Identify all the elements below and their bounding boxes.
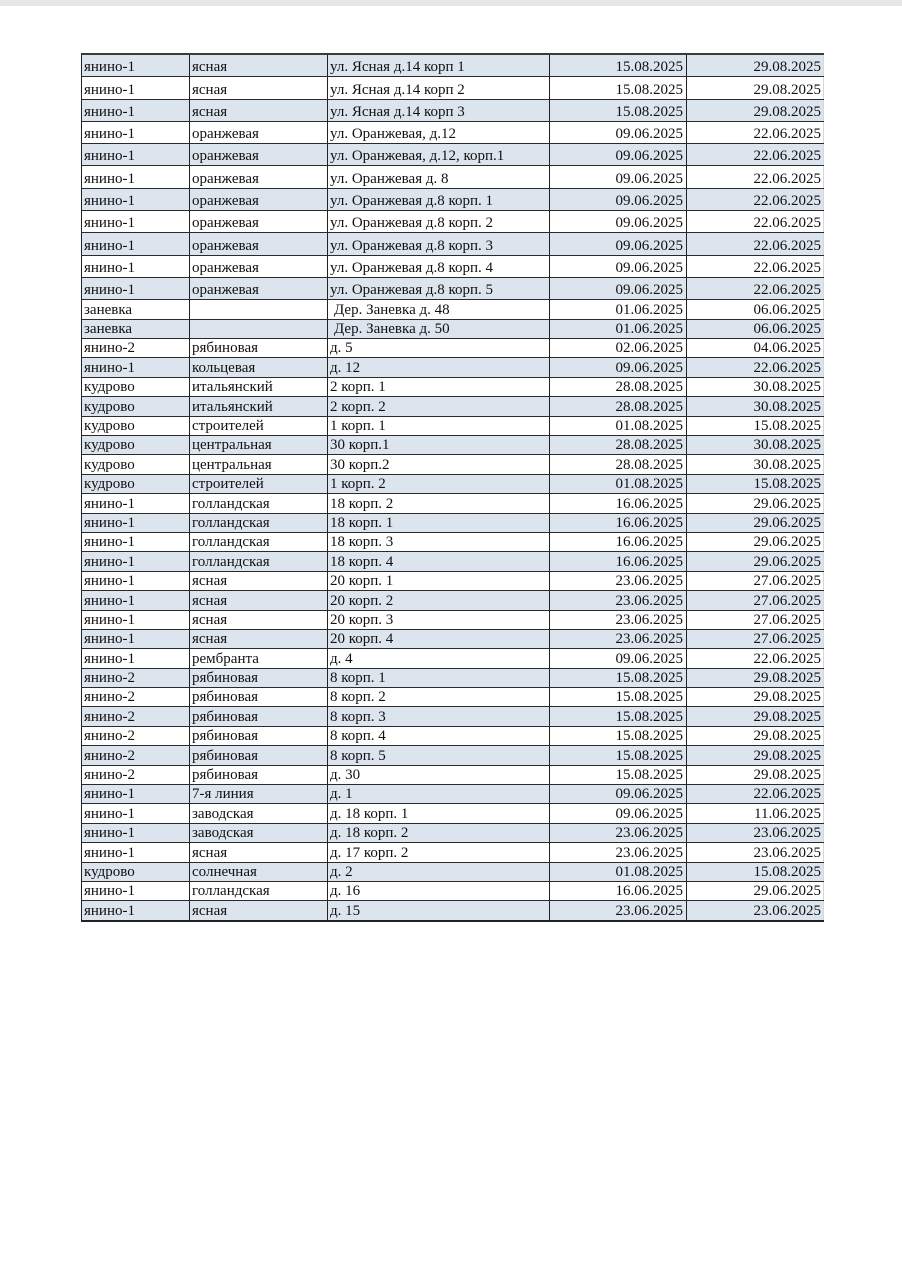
street-cell: заводская: [190, 804, 328, 823]
address-cell: 18 корп. 1: [328, 513, 550, 532]
end-date-cell: 22.06.2025: [687, 121, 824, 143]
street-cell: заводская: [190, 823, 328, 842]
address-cell: ул. Ясная д.14 корп 3: [328, 99, 550, 121]
address-cell: д. 12: [328, 358, 550, 377]
table-row: [82, 494, 824, 513]
address-cell: ул. Оранжевая, д.12: [328, 121, 550, 143]
start-date-cell: 01.08.2025: [550, 416, 687, 435]
end-date-cell: 29.08.2025: [687, 707, 824, 726]
address-cell: д. 4: [328, 649, 550, 668]
table-row: [82, 726, 824, 745]
table-row: [82, 901, 824, 921]
table-body: [82, 54, 824, 921]
start-date-cell: 09.06.2025: [550, 188, 687, 210]
start-date-cell: 09.06.2025: [550, 358, 687, 377]
table-row: [82, 166, 824, 188]
start-date-cell: 16.06.2025: [550, 532, 687, 551]
end-date-cell: 15.08.2025: [687, 416, 824, 435]
start-date-cell: 15.08.2025: [550, 707, 687, 726]
start-date-cell: 16.06.2025: [550, 513, 687, 532]
street-cell: ясная: [190, 610, 328, 629]
locality-cell: янино-1: [82, 144, 190, 166]
locality-cell: янино-2: [82, 746, 190, 765]
table-row: [82, 54, 824, 77]
end-date-cell: 29.08.2025: [687, 726, 824, 745]
end-date-cell: 22.06.2025: [687, 233, 824, 255]
start-date-cell: 09.06.2025: [550, 804, 687, 823]
end-date-cell: 23.06.2025: [687, 901, 824, 921]
locality-cell: янино-1: [82, 804, 190, 823]
locality-cell: янино-1: [82, 881, 190, 900]
street-cell: строителей: [190, 416, 328, 435]
table-row: [82, 707, 824, 726]
street-cell: оранжевая: [190, 121, 328, 143]
locality-cell: кудрово: [82, 862, 190, 881]
address-cell: д. 5: [328, 339, 550, 358]
address-cell: ул. Оранжевая д.8 корп. 3: [328, 233, 550, 255]
end-date-cell: 22.06.2025: [687, 166, 824, 188]
street-cell: оранжевая: [190, 144, 328, 166]
locality-cell: янино-2: [82, 339, 190, 358]
locality-cell: заневка: [82, 300, 190, 319]
locality-cell: янино-1: [82, 532, 190, 551]
start-date-cell: 09.06.2025: [550, 277, 687, 299]
address-cell: 30 корп.1: [328, 436, 550, 455]
start-date-cell: 15.08.2025: [550, 688, 687, 707]
address-cell: 1 корп. 1: [328, 416, 550, 435]
locality-cell: янино-1: [82, 513, 190, 532]
end-date-cell: 29.06.2025: [687, 513, 824, 532]
address-cell: 8 корп. 2: [328, 688, 550, 707]
address-cell: д. 18 корп. 2: [328, 823, 550, 842]
start-date-cell: 28.08.2025: [550, 377, 687, 396]
address-cell: д. 2: [328, 862, 550, 881]
street-cell: строителей: [190, 474, 328, 493]
address-cell: 30 корп.2: [328, 455, 550, 474]
locality-cell: кудрово: [82, 377, 190, 396]
table-row: [82, 765, 824, 784]
locality-cell: янино-1: [82, 121, 190, 143]
street-cell: голландская: [190, 552, 328, 571]
address-cell: д. 30: [328, 765, 550, 784]
street-cell: итальянский: [190, 377, 328, 396]
end-date-cell: 22.06.2025: [687, 649, 824, 668]
table-row: [82, 397, 824, 416]
start-date-cell: 09.06.2025: [550, 255, 687, 277]
end-date-cell: 29.06.2025: [687, 494, 824, 513]
locality-cell: кудрово: [82, 474, 190, 493]
locality-cell: янино-1: [82, 843, 190, 862]
street-cell: оранжевая: [190, 255, 328, 277]
street-cell: кольцевая: [190, 358, 328, 377]
start-date-cell: 15.08.2025: [550, 99, 687, 121]
start-date-cell: 09.06.2025: [550, 144, 687, 166]
table-row: [82, 358, 824, 377]
end-date-cell: 06.06.2025: [687, 300, 824, 319]
street-cell: голландская: [190, 532, 328, 551]
table-row: [82, 277, 824, 299]
street-cell: рябиновая: [190, 339, 328, 358]
locality-cell: янино-2: [82, 765, 190, 784]
end-date-cell: 30.08.2025: [687, 436, 824, 455]
end-date-cell: 30.08.2025: [687, 397, 824, 416]
table-row: [82, 144, 824, 166]
locality-cell: янино-1: [82, 77, 190, 99]
street-cell: рембранта: [190, 649, 328, 668]
address-cell: 8 корп. 3: [328, 707, 550, 726]
street-cell: [190, 300, 328, 319]
address-cell: ул. Оранжевая д.8 корп. 1: [328, 188, 550, 210]
table-row: [82, 843, 824, 862]
start-date-cell: 15.08.2025: [550, 54, 687, 77]
locality-cell: янино-2: [82, 726, 190, 745]
start-date-cell: 09.06.2025: [550, 649, 687, 668]
address-cell: д. 18 корп. 1: [328, 804, 550, 823]
locality-cell: янино-2: [82, 688, 190, 707]
address-cell: 20 корп. 3: [328, 610, 550, 629]
table-row: [82, 629, 824, 648]
address-cell: ул. Ясная д.14 корп 1: [328, 54, 550, 77]
street-cell: рябиновая: [190, 688, 328, 707]
start-date-cell: 02.06.2025: [550, 339, 687, 358]
locality-cell: янино-1: [82, 552, 190, 571]
start-date-cell: 28.08.2025: [550, 455, 687, 474]
street-cell: итальянский: [190, 397, 328, 416]
street-cell: ясная: [190, 99, 328, 121]
table-row: [82, 233, 824, 255]
table-row: [82, 688, 824, 707]
start-date-cell: 16.06.2025: [550, 552, 687, 571]
street-cell: голландская: [190, 494, 328, 513]
end-date-cell: 06.06.2025: [687, 319, 824, 338]
locality-cell: янино-1: [82, 823, 190, 842]
end-date-cell: 22.06.2025: [687, 188, 824, 210]
locality-cell: кудрово: [82, 416, 190, 435]
end-date-cell: 27.06.2025: [687, 571, 824, 590]
address-cell: 8 корп. 5: [328, 746, 550, 765]
end-date-cell: 15.08.2025: [687, 862, 824, 881]
table-row: [82, 99, 824, 121]
locality-cell: янино-1: [82, 358, 190, 377]
street-cell: рябиновая: [190, 707, 328, 726]
table-row: [82, 255, 824, 277]
start-date-cell: 15.08.2025: [550, 726, 687, 745]
table-row: [82, 188, 824, 210]
start-date-cell: 01.06.2025: [550, 319, 687, 338]
start-date-cell: 23.06.2025: [550, 823, 687, 842]
address-cell: 20 корп. 2: [328, 591, 550, 610]
start-date-cell: 23.06.2025: [550, 843, 687, 862]
start-date-cell: 09.06.2025: [550, 233, 687, 255]
locality-cell: янино-1: [82, 188, 190, 210]
street-cell: оранжевая: [190, 233, 328, 255]
locality-cell: янино-1: [82, 99, 190, 121]
end-date-cell: 27.06.2025: [687, 591, 824, 610]
end-date-cell: 22.06.2025: [687, 277, 824, 299]
address-cell: 20 корп. 4: [328, 629, 550, 648]
street-cell: ясная: [190, 54, 328, 77]
locality-cell: янино-1: [82, 277, 190, 299]
end-date-cell: 15.08.2025: [687, 474, 824, 493]
start-date-cell: 23.06.2025: [550, 629, 687, 648]
start-date-cell: 16.06.2025: [550, 881, 687, 900]
end-date-cell: 11.06.2025: [687, 804, 824, 823]
table-row: [82, 785, 824, 804]
start-date-cell: 01.08.2025: [550, 862, 687, 881]
street-cell: ясная: [190, 571, 328, 590]
locality-cell: янино-1: [82, 54, 190, 77]
address-cell: д. 1: [328, 785, 550, 804]
locality-cell: янино-1: [82, 571, 190, 590]
street-cell: оранжевая: [190, 277, 328, 299]
locality-cell: кудрово: [82, 397, 190, 416]
address-cell: 1 корп. 2: [328, 474, 550, 493]
locality-cell: янино-1: [82, 166, 190, 188]
street-cell: оранжевая: [190, 211, 328, 233]
street-cell: ясная: [190, 591, 328, 610]
locality-cell: янино-1: [82, 649, 190, 668]
end-date-cell: 29.06.2025: [687, 532, 824, 551]
table-row: [82, 436, 824, 455]
end-date-cell: 22.06.2025: [687, 211, 824, 233]
street-cell: ясная: [190, 629, 328, 648]
street-cell: ясная: [190, 77, 328, 99]
end-date-cell: 30.08.2025: [687, 377, 824, 396]
start-date-cell: 15.08.2025: [550, 765, 687, 784]
table-row: [82, 121, 824, 143]
locality-cell: кудрово: [82, 436, 190, 455]
address-cell: д. 15: [328, 901, 550, 921]
table-row: [82, 746, 824, 765]
table-row: [82, 474, 824, 493]
table-row: [82, 668, 824, 687]
end-date-cell: 29.06.2025: [687, 881, 824, 900]
start-date-cell: 01.06.2025: [550, 300, 687, 319]
address-cell: Дер. Заневка д. 48: [328, 300, 550, 319]
street-cell: рябиновая: [190, 668, 328, 687]
street-cell: центральная: [190, 436, 328, 455]
locality-cell: янино-1: [82, 233, 190, 255]
address-cell: ул. Оранжевая д.8 корп. 4: [328, 255, 550, 277]
start-date-cell: 23.06.2025: [550, 901, 687, 921]
address-cell: 20 корп. 1: [328, 571, 550, 590]
street-cell: рябиновая: [190, 746, 328, 765]
end-date-cell: 29.08.2025: [687, 688, 824, 707]
table-row: [82, 552, 824, 571]
address-cell: ул. Ясная д.14 корп 2: [328, 77, 550, 99]
end-date-cell: 29.08.2025: [687, 99, 824, 121]
table-row: [82, 881, 824, 900]
address-cell: 2 корп. 2: [328, 397, 550, 416]
table-row: [82, 804, 824, 823]
street-cell: центральная: [190, 455, 328, 474]
table-row: [82, 300, 824, 319]
locality-cell: кудрово: [82, 455, 190, 474]
end-date-cell: 29.08.2025: [687, 746, 824, 765]
table-row: [82, 319, 824, 338]
end-date-cell: 29.06.2025: [687, 552, 824, 571]
end-date-cell: 22.06.2025: [687, 144, 824, 166]
address-cell: 18 корп. 4: [328, 552, 550, 571]
start-date-cell: 28.08.2025: [550, 436, 687, 455]
locality-cell: янино-2: [82, 707, 190, 726]
start-date-cell: 23.06.2025: [550, 571, 687, 590]
address-cell: ул. Оранжевая д.8 корп. 5: [328, 277, 550, 299]
table-row: [82, 591, 824, 610]
start-date-cell: 09.06.2025: [550, 121, 687, 143]
table-row: [82, 513, 824, 532]
address-cell: д. 17 корп. 2: [328, 843, 550, 862]
locality-cell: янино-2: [82, 668, 190, 687]
address-cell: 2 корп. 1: [328, 377, 550, 396]
end-date-cell: 22.06.2025: [687, 358, 824, 377]
street-cell: 7-я линия: [190, 785, 328, 804]
address-cell: ул. Оранжевая, д.12, корп.1: [328, 144, 550, 166]
start-date-cell: 09.06.2025: [550, 211, 687, 233]
table-row: [82, 862, 824, 881]
locality-cell: янино-1: [82, 494, 190, 513]
start-date-cell: 16.06.2025: [550, 494, 687, 513]
start-date-cell: 01.08.2025: [550, 474, 687, 493]
street-cell: рябиновая: [190, 726, 328, 745]
start-date-cell: 15.08.2025: [550, 746, 687, 765]
locality-cell: янино-1: [82, 629, 190, 648]
table-row: [82, 377, 824, 396]
top-edge-strip: [0, 0, 902, 6]
street-cell: оранжевая: [190, 188, 328, 210]
end-date-cell: 27.06.2025: [687, 610, 824, 629]
table-row: [82, 339, 824, 358]
start-date-cell: 15.08.2025: [550, 77, 687, 99]
address-cell: д. 16: [328, 881, 550, 900]
locality-cell: янино-1: [82, 255, 190, 277]
locality-cell: янино-1: [82, 610, 190, 629]
locality-cell: янино-1: [82, 785, 190, 804]
start-date-cell: 23.06.2025: [550, 610, 687, 629]
table-row: [82, 610, 824, 629]
street-cell: [190, 319, 328, 338]
table-row: [82, 211, 824, 233]
schedule-table: [81, 53, 824, 922]
street-cell: ясная: [190, 843, 328, 862]
address-cell: Дер. Заневка д. 50: [328, 319, 550, 338]
street-cell: солнечная: [190, 862, 328, 881]
street-cell: оранжевая: [190, 166, 328, 188]
address-cell: 18 корп. 3: [328, 532, 550, 551]
start-date-cell: 09.06.2025: [550, 785, 687, 804]
end-date-cell: 29.08.2025: [687, 77, 824, 99]
locality-cell: заневка: [82, 319, 190, 338]
address-cell: 18 корп. 2: [328, 494, 550, 513]
address-cell: 8 корп. 4: [328, 726, 550, 745]
end-date-cell: 27.06.2025: [687, 629, 824, 648]
locality-cell: янино-1: [82, 211, 190, 233]
end-date-cell: 23.06.2025: [687, 843, 824, 862]
end-date-cell: 22.06.2025: [687, 785, 824, 804]
address-cell: 8 корп. 1: [328, 668, 550, 687]
table-row: [82, 823, 824, 842]
table-row: [82, 416, 824, 435]
start-date-cell: 15.08.2025: [550, 668, 687, 687]
end-date-cell: 29.08.2025: [687, 54, 824, 77]
end-date-cell: 29.08.2025: [687, 668, 824, 687]
table-row: [82, 571, 824, 590]
street-cell: голландская: [190, 881, 328, 900]
locality-cell: янино-1: [82, 591, 190, 610]
end-date-cell: 23.06.2025: [687, 823, 824, 842]
start-date-cell: 09.06.2025: [550, 166, 687, 188]
start-date-cell: 23.06.2025: [550, 591, 687, 610]
address-cell: ул. Оранжевая д. 8: [328, 166, 550, 188]
start-date-cell: 28.08.2025: [550, 397, 687, 416]
end-date-cell: 29.08.2025: [687, 765, 824, 784]
table-row: [82, 532, 824, 551]
table-row: [82, 455, 824, 474]
table-row: [82, 77, 824, 99]
end-date-cell: 22.06.2025: [687, 255, 824, 277]
street-cell: голландская: [190, 513, 328, 532]
end-date-cell: 04.06.2025: [687, 339, 824, 358]
address-cell: ул. Оранжевая д.8 корп. 2: [328, 211, 550, 233]
end-date-cell: 30.08.2025: [687, 455, 824, 474]
street-cell: рябиновая: [190, 765, 328, 784]
street-cell: ясная: [190, 901, 328, 921]
locality-cell: янино-1: [82, 901, 190, 921]
table-row: [82, 649, 824, 668]
